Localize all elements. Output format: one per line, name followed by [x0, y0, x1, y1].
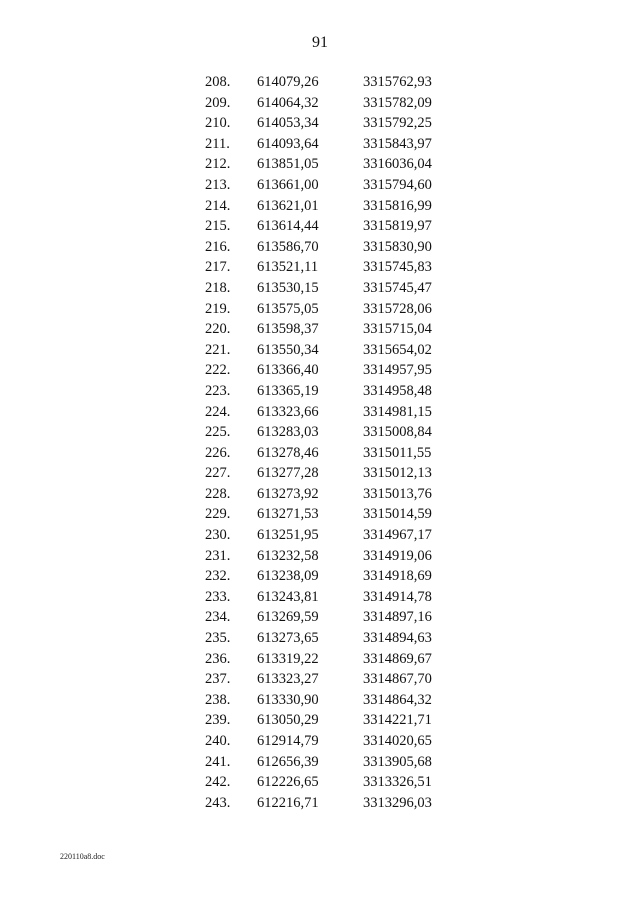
x-coordinate: 613521,11: [257, 259, 319, 276]
point-number: 218.: [205, 279, 231, 296]
x-coordinate: 613598,37: [257, 321, 319, 338]
y-coordinate: 3315014,59: [363, 506, 432, 523]
y-coordinate: 3315715,04: [363, 321, 432, 338]
table-row: [195, 299, 455, 320]
point-number: 210.: [205, 115, 231, 132]
y-coordinate: 3314869,67: [363, 650, 432, 667]
x-coordinate: 613365,19: [257, 382, 319, 399]
y-coordinate: 3313326,51: [363, 774, 432, 791]
point-number: 242.: [205, 774, 231, 791]
coordinate-table: [195, 72, 455, 813]
table-row: [195, 463, 455, 484]
point-number: 228.: [205, 485, 231, 502]
table-row: [195, 402, 455, 423]
x-coordinate: 613323,66: [257, 403, 319, 420]
point-number: 229.: [205, 506, 231, 523]
y-coordinate: 3315782,09: [363, 94, 432, 111]
table-row: [195, 628, 455, 649]
x-coordinate: 612226,65: [257, 774, 319, 791]
point-number: 216.: [205, 238, 231, 255]
table-row: [195, 752, 455, 773]
x-coordinate: 613319,22: [257, 650, 319, 667]
x-coordinate: 613050,29: [257, 712, 319, 729]
y-coordinate: 3315654,02: [363, 341, 432, 358]
x-coordinate: 613271,53: [257, 506, 319, 523]
y-coordinate: 3316036,04: [363, 156, 432, 173]
y-coordinate: 3315728,06: [363, 300, 432, 317]
table-row: [195, 546, 455, 567]
point-number: 231.: [205, 547, 231, 564]
point-number: 239.: [205, 712, 231, 729]
table-row: [195, 175, 455, 196]
x-coordinate: 613243,81: [257, 588, 319, 605]
table-row: [195, 196, 455, 217]
table-row: [195, 443, 455, 464]
x-coordinate: 613238,09: [257, 568, 319, 585]
y-coordinate: 3314967,17: [363, 527, 432, 544]
x-coordinate: 613366,40: [257, 362, 319, 379]
y-coordinate: 3315008,84: [363, 424, 432, 441]
y-coordinate: 3314919,06: [363, 547, 432, 564]
point-number: 208.: [205, 74, 231, 90]
x-coordinate: 613621,01: [257, 197, 319, 214]
point-number: 211.: [205, 135, 230, 152]
table-row: [195, 216, 455, 237]
table-row: [195, 566, 455, 587]
point-number: 213.: [205, 176, 231, 193]
y-coordinate: 3315794,60: [363, 176, 432, 193]
y-coordinate: 3314918,69: [363, 568, 432, 585]
point-number: 236.: [205, 650, 231, 667]
point-number: 221.: [205, 341, 231, 358]
x-coordinate: 614053,34: [257, 115, 319, 132]
x-coordinate: 613283,03: [257, 424, 319, 441]
y-coordinate: 3313296,03: [363, 794, 432, 811]
point-number: 233.: [205, 588, 231, 605]
x-coordinate: 613661,00: [257, 176, 319, 193]
footer-filename: 220110a8.doc: [60, 852, 105, 861]
y-coordinate: 3314864,32: [363, 691, 432, 708]
x-coordinate: 612914,79: [257, 733, 319, 749]
table-row: [195, 340, 455, 361]
x-coordinate: 613586,70: [257, 238, 319, 255]
point-number: 220.: [205, 321, 231, 338]
x-coordinate: 613273,65: [257, 630, 319, 647]
table-row: [195, 669, 455, 690]
table-row: [195, 360, 455, 381]
x-coordinate: 613323,27: [257, 671, 319, 688]
point-number: 237.: [205, 671, 231, 688]
x-coordinate: 614079,26: [257, 74, 319, 90]
y-coordinate: 3315762,93: [363, 74, 432, 90]
table-row: [195, 607, 455, 628]
table-row: [195, 154, 455, 175]
point-number: 215.: [205, 218, 231, 235]
y-coordinate: 3314897,16: [363, 609, 432, 626]
y-coordinate: 3314020,65: [363, 733, 432, 749]
x-coordinate: 612656,39: [257, 753, 319, 770]
point-number: 222.: [205, 362, 231, 379]
point-number: 234.: [205, 609, 231, 626]
table-row: [195, 772, 455, 793]
point-number: 232.: [205, 568, 231, 585]
point-number: 227.: [205, 465, 231, 482]
y-coordinate: 3314958,48: [363, 382, 432, 399]
x-coordinate: 613278,46: [257, 444, 319, 461]
y-coordinate: 3315792,25: [363, 115, 432, 132]
y-coordinate: 3314914,78: [363, 588, 432, 605]
y-coordinate: 3315745,83: [363, 259, 432, 276]
y-coordinate: 3315830,90: [363, 238, 432, 255]
point-number: 224.: [205, 403, 231, 420]
y-coordinate: 3315843,97: [363, 135, 432, 152]
y-coordinate: 3313905,68: [363, 753, 432, 770]
y-coordinate: 3315816,99: [363, 197, 432, 214]
x-coordinate: 613530,15: [257, 279, 319, 296]
x-coordinate: 613269,59: [257, 609, 319, 626]
point-number: 230.: [205, 527, 231, 544]
table-row: [195, 237, 455, 258]
table-row: [195, 731, 455, 752]
y-coordinate: 3314894,63: [363, 630, 432, 647]
y-coordinate: 3314981,15: [363, 403, 432, 420]
page-number: 91: [312, 34, 328, 51]
table-row: [195, 587, 455, 608]
point-number: 238.: [205, 691, 231, 708]
point-number: 217.: [205, 259, 231, 276]
table-row: [195, 484, 455, 505]
table-row: [195, 690, 455, 711]
x-coordinate: 613232,58: [257, 547, 319, 564]
point-number: 223.: [205, 382, 231, 399]
x-coordinate: 612216,71: [257, 794, 319, 811]
table-row: [195, 319, 455, 340]
x-coordinate: 614093,64: [257, 135, 319, 152]
x-coordinate: 613550,34: [257, 341, 319, 358]
x-coordinate: 613273,92: [257, 485, 319, 502]
table-row: [195, 72, 455, 93]
point-number: 226.: [205, 444, 231, 461]
table-row: [195, 113, 455, 134]
table-row: [195, 525, 455, 546]
x-coordinate: 614064,32: [257, 94, 319, 111]
y-coordinate: 3315819,97: [363, 218, 432, 235]
point-number: 243.: [205, 794, 231, 811]
table-row: [195, 93, 455, 114]
point-number: 235.: [205, 630, 231, 647]
table-row: [195, 710, 455, 731]
x-coordinate: 613575,05: [257, 300, 319, 317]
y-coordinate: 3315745,47: [363, 279, 432, 296]
table-row: [195, 793, 455, 814]
table-row: [195, 278, 455, 299]
y-coordinate: 3315011,55: [363, 444, 432, 461]
y-coordinate: 3315013,76: [363, 485, 432, 502]
table-row: [195, 422, 455, 443]
point-number: 209.: [205, 94, 231, 111]
point-number: 219.: [205, 300, 231, 317]
x-coordinate: 613330,90: [257, 691, 319, 708]
y-coordinate: 3314221,71: [363, 712, 432, 729]
point-number: 240.: [205, 733, 231, 749]
y-coordinate: 3314867,70: [363, 671, 432, 688]
x-coordinate: 613251,95: [257, 527, 319, 544]
y-coordinate: 3314957,95: [363, 362, 432, 379]
table-row: [195, 504, 455, 525]
point-number: 212.: [205, 156, 231, 173]
point-number: 214.: [205, 197, 231, 214]
x-coordinate: 613277,28: [257, 465, 319, 482]
x-coordinate: 613851,05: [257, 156, 319, 173]
table-row: [195, 134, 455, 155]
table-row: [195, 649, 455, 670]
table-row: [195, 257, 455, 278]
x-coordinate: 613614,44: [257, 218, 319, 235]
table-row: [195, 381, 455, 402]
point-number: 241.: [205, 753, 231, 770]
y-coordinate: 3315012,13: [363, 465, 432, 482]
point-number: 225.: [205, 424, 231, 441]
